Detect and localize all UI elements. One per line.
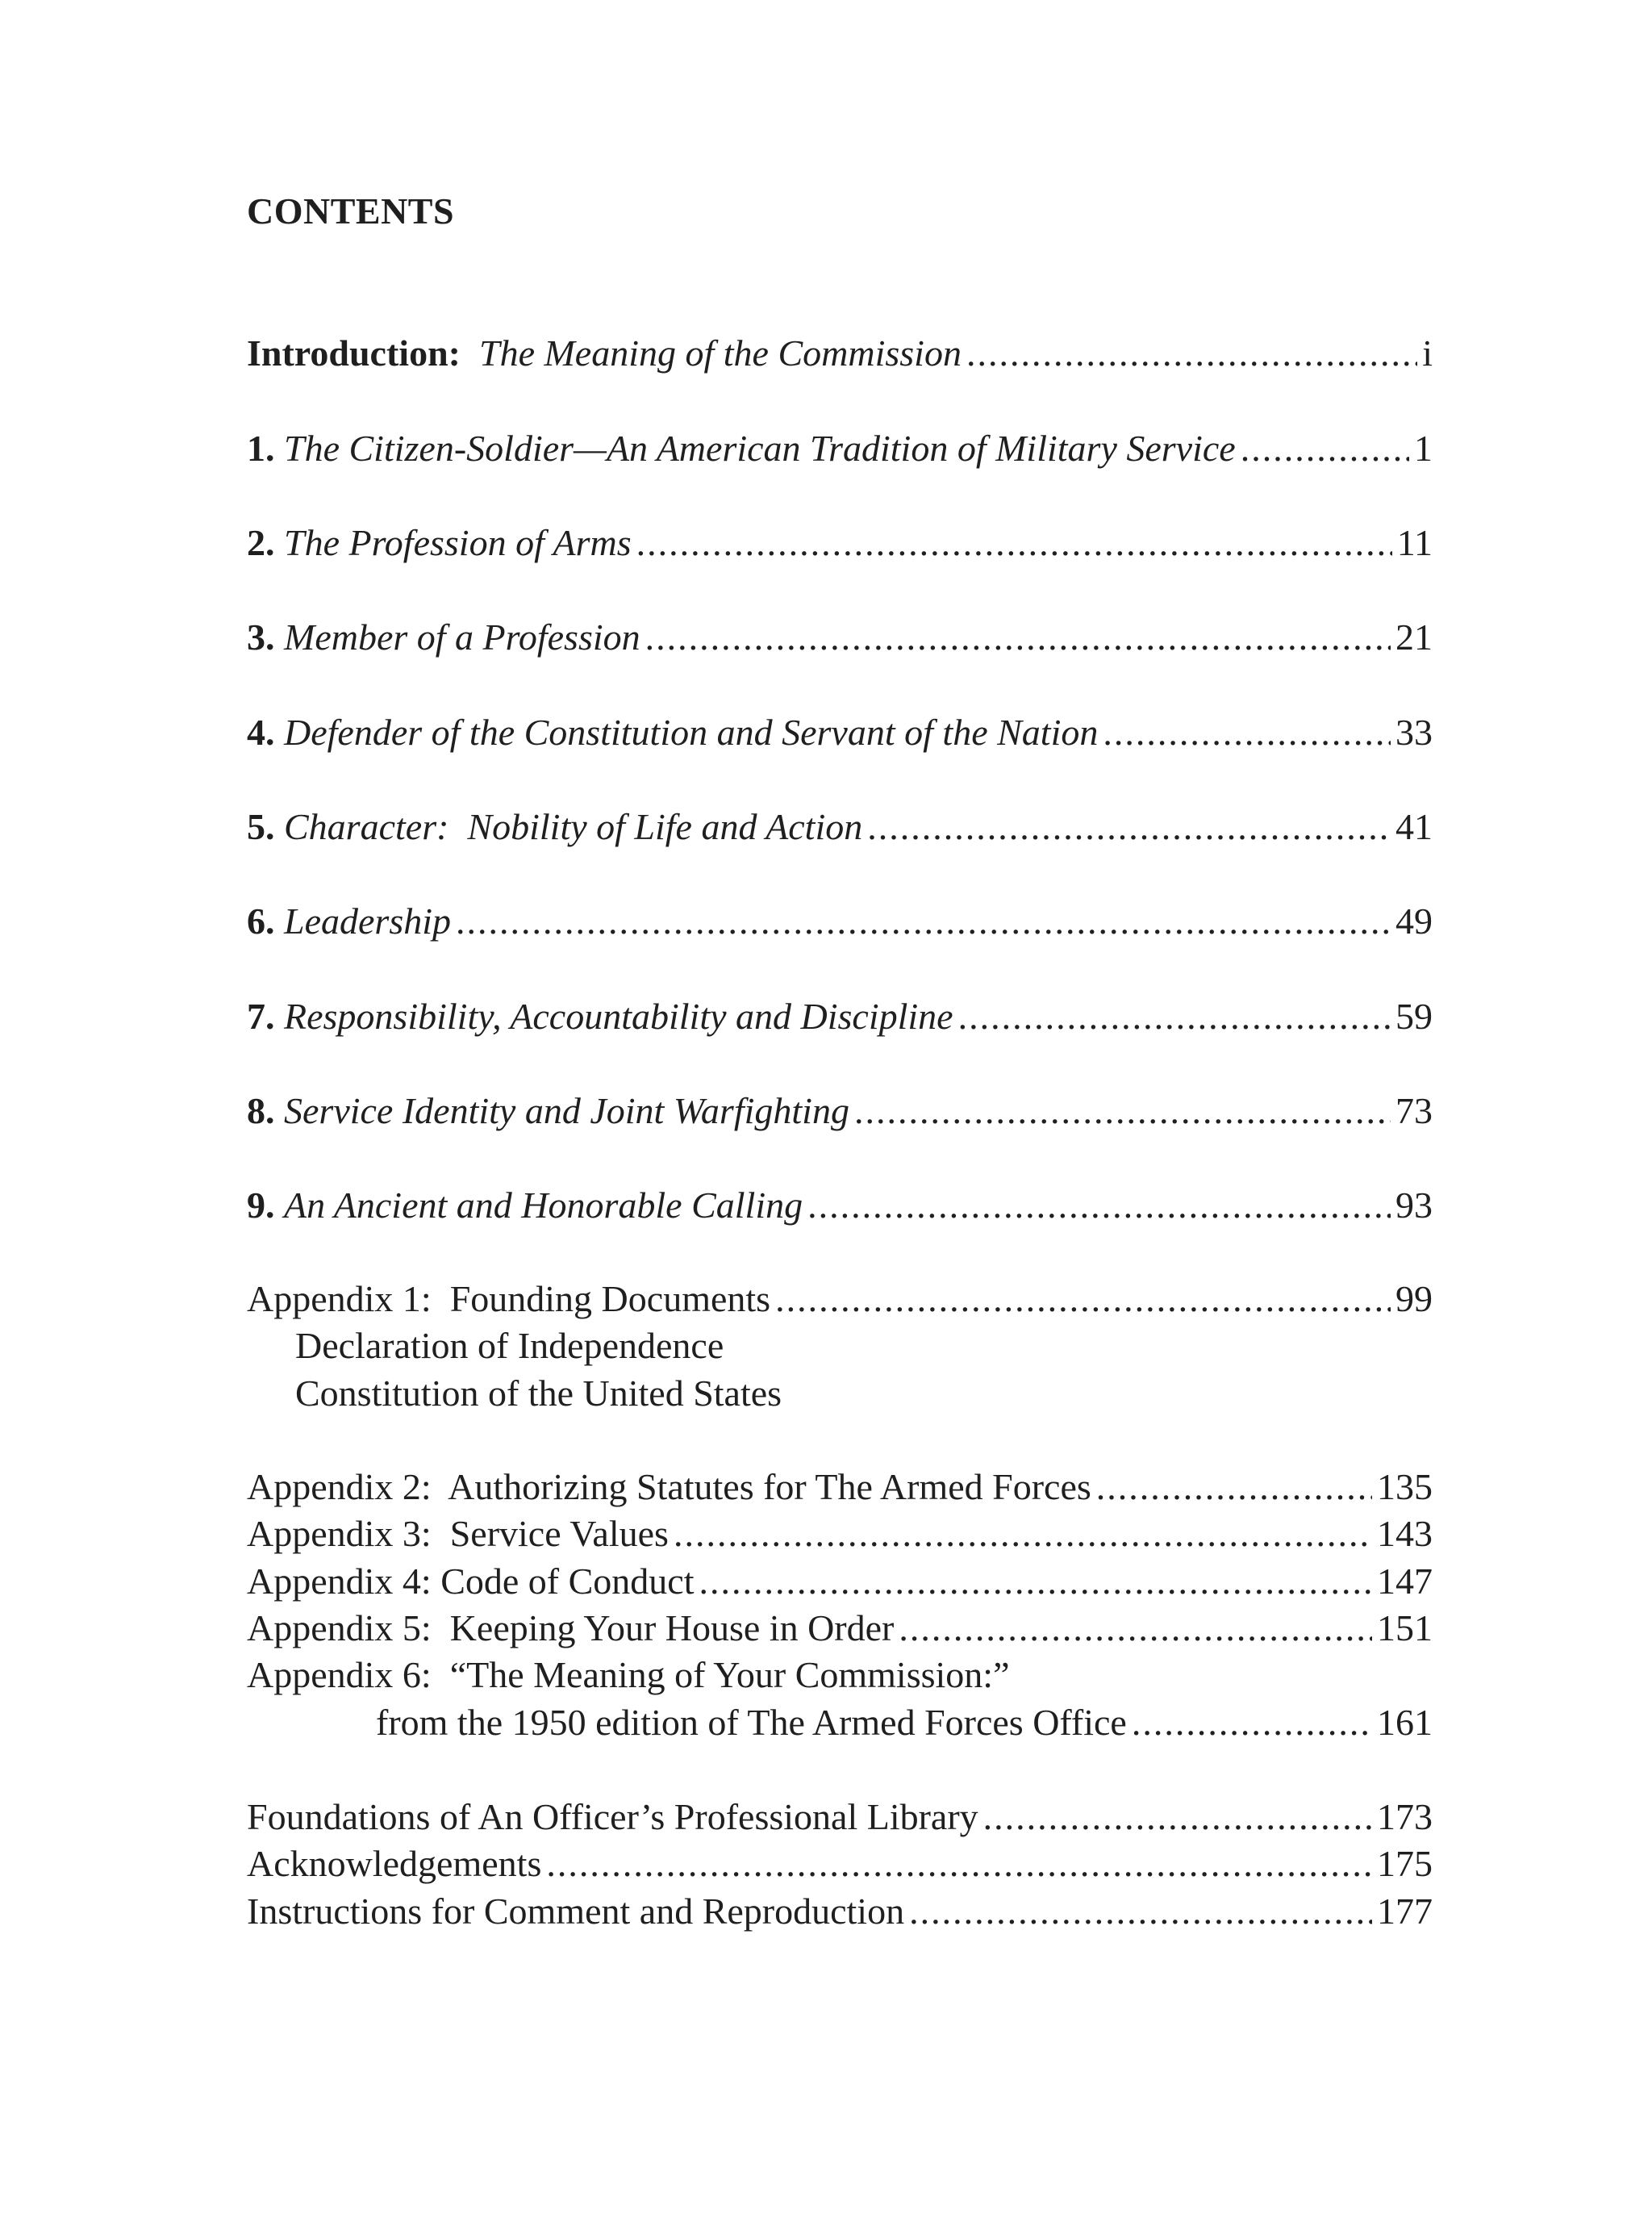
toc-entry-title: Defender of the Constitution and Servant of the Nation [284, 712, 1099, 753]
toc-page-number: 143 [1377, 1513, 1433, 1554]
toc-entry-chapter-1[interactable] [247, 424, 1433, 473]
toc-subentry-declaration[interactable]: Declaration of Independence [295, 1325, 724, 1366]
toc-entry-title: The Meaning of the Commission [478, 332, 962, 374]
toc-page-number: 135 [1377, 1466, 1433, 1507]
toc-entry-title: The Profession of Arms [284, 522, 632, 563]
toc-entry-appendix-1[interactable] [247, 1275, 1433, 1323]
toc-entry-title: from the 1950 edition of The Armed Forces Office [376, 1702, 1127, 1743]
toc-entry-introduction[interactable] [247, 329, 1433, 378]
dot-leader [645, 613, 1391, 662]
toc-page-number: 99 [1395, 1278, 1433, 1319]
toc-entry-title: Appendix 3: Service Values [247, 1513, 669, 1554]
toc-page-number: 49 [1395, 900, 1433, 942]
toc-page-number: i [1422, 332, 1433, 374]
toc-entry-title: Appendix 1: Founding Documents [247, 1278, 771, 1319]
dot-leader [674, 1510, 1372, 1558]
chapter-number: 1. [247, 428, 275, 469]
chapter-number: 4. [247, 712, 275, 753]
toc-entry-title: Leadership [284, 900, 451, 942]
toc-entry-lead: Introduction: [247, 332, 461, 374]
dot-leader [966, 329, 1417, 378]
toc-entry-chapter-7[interactable] [247, 992, 1433, 1041]
dot-leader [636, 519, 1392, 567]
dot-leader [775, 1275, 1391, 1323]
dot-leader [899, 1604, 1372, 1652]
toc-entry-appendix-6[interactable]: Appendix 6: “The Meaning of Your Commission:” [247, 1654, 1010, 1695]
chapter-number: 5. [247, 806, 275, 847]
toc-entry-title: Appendix 2: Authorizing Statutes for The Armed Forces [247, 1466, 1091, 1507]
toc-entry-chapter-4[interactable] [247, 708, 1433, 757]
toc-page-number: 73 [1395, 1090, 1433, 1131]
toc-page-number: 41 [1395, 806, 1433, 847]
toc-page-number: 11 [1396, 522, 1433, 563]
toc-entry-title: Acknowledgements [247, 1843, 542, 1884]
dot-leader [909, 1887, 1372, 1936]
toc-entry-appendix-3[interactable] [247, 1510, 1433, 1558]
toc-entry-chapter-2[interactable] [247, 519, 1433, 567]
dot-leader [546, 1840, 1372, 1888]
toc-page-number: 177 [1377, 1891, 1433, 1932]
chapter-number: 2. [247, 522, 275, 563]
toc-page-number: 173 [1377, 1796, 1433, 1837]
dot-leader [807, 1181, 1391, 1230]
toc-entry-chapter-9[interactable] [247, 1181, 1433, 1230]
toc-page-number: 33 [1395, 712, 1433, 753]
toc-entry-acknowledgements[interactable] [247, 1840, 1433, 1888]
dot-leader [867, 803, 1391, 851]
dot-leader [1096, 1463, 1372, 1511]
toc-entry-title: Foundations of An Officer’s Professional Library [247, 1796, 978, 1837]
dot-leader [699, 1557, 1373, 1606]
toc-entry-instructions[interactable] [247, 1887, 1433, 1936]
toc-page-number: 1 [1414, 428, 1433, 469]
page-title: CONTENTS [247, 190, 455, 232]
toc-page-number: 59 [1395, 996, 1433, 1037]
toc-entry-title: Responsibility, Accountability and Discipline [284, 996, 953, 1037]
toc-entry-title: The Citizen-Soldier—An American Tradition of Military Service [284, 428, 1236, 469]
chapter-number: 8. [247, 1090, 275, 1131]
toc-entry-chapter-3[interactable] [247, 613, 1433, 662]
toc-entry-title: Appendix 5: Keeping Your House in Order [247, 1607, 895, 1648]
toc-entry-appendix-5[interactable] [247, 1604, 1433, 1652]
dot-leader [456, 897, 1391, 946]
dot-leader [1103, 708, 1391, 757]
toc-page-number: 161 [1377, 1702, 1433, 1743]
toc-entry-title: An Ancient and Honorable Calling [284, 1184, 803, 1226]
toc-page-number: 151 [1377, 1607, 1433, 1648]
dot-leader [854, 1087, 1391, 1135]
toc-entry-appendix-6-continuation[interactable] [376, 1698, 1433, 1747]
chapter-number: 9. [247, 1184, 275, 1226]
toc-entry-title: Appendix 4: Code of Conduct [247, 1560, 695, 1602]
toc-entry-appendix-4[interactable] [247, 1557, 1433, 1606]
toc-entry-chapter-8[interactable] [247, 1087, 1433, 1135]
toc-page-number: 147 [1377, 1560, 1433, 1602]
toc-entry-title: Instructions for Comment and Reproduction [247, 1891, 905, 1932]
chapter-number: 6. [247, 900, 275, 942]
toc-entry-title: Character: Nobility of Life and Action [284, 806, 863, 847]
dot-leader [1241, 424, 1409, 473]
dot-leader [983, 1793, 1372, 1841]
toc-entry-chapter-5[interactable] [247, 803, 1433, 851]
toc-page-number: 21 [1395, 616, 1433, 658]
dot-leader [1132, 1698, 1372, 1747]
toc-page-number: 175 [1377, 1843, 1433, 1884]
toc-entry-appendix-2[interactable] [247, 1463, 1433, 1511]
toc-subentry-constitution[interactable]: Constitution of the United States [295, 1372, 782, 1414]
toc-entry-title: Member of a Profession [284, 616, 640, 658]
toc-page-number: 93 [1395, 1184, 1433, 1226]
chapter-number: 7. [247, 996, 275, 1037]
toc-entry-professional-library[interactable] [247, 1793, 1433, 1841]
dot-leader [958, 992, 1391, 1041]
chapter-number: 3. [247, 616, 275, 658]
toc-entry-title: Service Identity and Joint Warfighting [284, 1090, 849, 1131]
toc-entry-chapter-6[interactable] [247, 897, 1433, 946]
